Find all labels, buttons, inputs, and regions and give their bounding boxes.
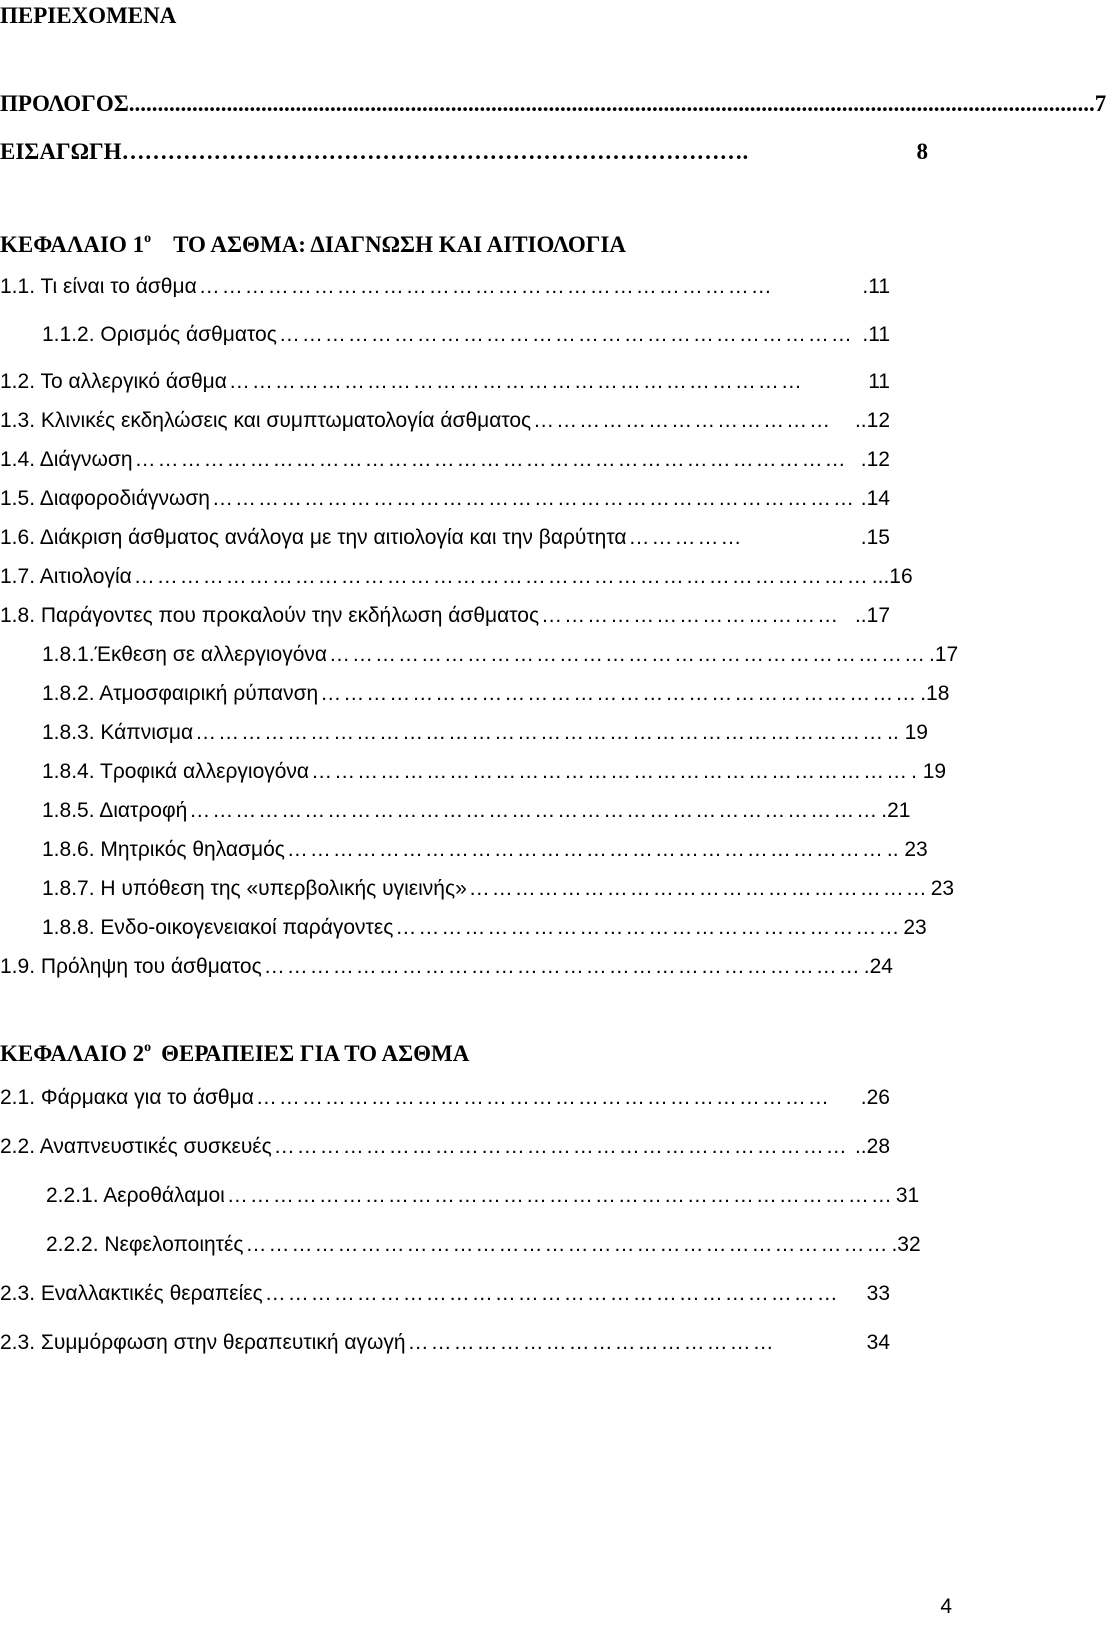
toc-entry — [0, 367, 890, 397]
toc-entry-page: .26 — [860, 1086, 890, 1109]
toc-entry — [42, 320, 890, 350]
toc-entry-leader: ………………………………………………………………… — [198, 275, 774, 298]
toc-entry-page: ..12 — [854, 409, 890, 432]
toc-entry-label: 1.8.5. Διατροφή — [42, 799, 188, 822]
toc-entry-label: 2.3. Εναλλακτικές θεραπείες — [0, 1282, 263, 1305]
toc-entry-leader: ………………………………………………………………… — [273, 1135, 849, 1158]
toc-entry — [0, 562, 913, 592]
toc-entry — [42, 835, 928, 865]
toc-entry — [42, 640, 959, 670]
toc-entry-page: .21 — [881, 799, 911, 822]
toc-entry-label: 1.6. Διάκριση άσθματος ανάλογα με την αιτιολογία και την βαρύτητα — [0, 526, 627, 549]
toc-entry-page: 23 — [903, 916, 927, 939]
toc-entry-label: 2.2.1. Αεροθάλαμοι — [46, 1184, 225, 1207]
toc-entry-leader: ………………………………………………………………………………… — [134, 448, 848, 471]
toc-entry-label: 2.2.2. Νεφελοποιητές — [46, 1233, 244, 1256]
toc-entry-page: .24 — [863, 955, 893, 978]
toc-entry-label: 1.8.1.Έκθεση σε αλλεργιογόνα — [42, 643, 328, 666]
toc-entry-label: 1.9. Πρόληψη του άσθματος — [0, 955, 262, 978]
chapter-heading — [0, 1037, 469, 1071]
toc-entry-page: .32 — [891, 1233, 921, 1256]
chapter-heading — [0, 228, 626, 262]
toc-entry-leader: …………………………………………………………………… — [263, 955, 862, 978]
toc-entry-page: .14 — [860, 487, 890, 510]
toc-entry — [0, 1132, 890, 1162]
toc-entry-label: 1.8.3. Κάπνισμα — [42, 721, 194, 744]
toc-entry-leader: ………………………………………………………… — [395, 916, 902, 939]
toc-entry-label: ΠΡΟΛΟΓΟΣ — [0, 91, 129, 116]
toc-entry-leader: …………………………………………………………………… — [320, 682, 919, 705]
toc-entry-label: 2.1. Φάρμακα για το άσθμα — [0, 1086, 254, 1109]
toc-entry — [0, 406, 890, 436]
toc-entry-page: ..17 — [854, 604, 890, 627]
toc-entry-page: .18 — [920, 682, 950, 705]
chapter-ordinal: ο — [144, 1040, 152, 1055]
chapter-prefix: ΚΕΦΑΛΑΙΟ 1 — [0, 232, 145, 257]
toc-entry — [0, 952, 893, 982]
toc-entry-label: 1.1.2. Ορισμός άσθματος — [42, 323, 277, 346]
toc-entry-page: .12 — [860, 448, 890, 471]
toc-entry-page: 31 — [895, 1184, 920, 1207]
toc-entry-leader: …………………………………………………… — [468, 877, 929, 900]
toc-title: ΠΕΡΙΕΧΟΜΕΝΑ — [0, 3, 177, 28]
toc-entry — [0, 272, 890, 302]
toc-entry-label: 1.2. Το αλλεργικό άσθμα — [0, 370, 227, 393]
toc-entry — [0, 1279, 890, 1309]
toc-front-entry — [0, 136, 928, 168]
toc-entry-page: . 19 — [911, 760, 947, 783]
toc-entry — [42, 913, 927, 943]
toc-entry — [42, 874, 955, 904]
toc-entry-leader: ……………………………………………………………………………… — [195, 721, 886, 744]
toc-entry-label: 2.3. Συμμόρφωση στην θεραπευτική αγωγή — [0, 1331, 406, 1354]
toc-entry-leader: …………………………………………………………………………………… — [133, 565, 870, 588]
toc-entry-page: 8 — [916, 139, 928, 164]
toc-entry — [42, 796, 911, 826]
toc-entry-leader: …………………………………………………………………………… — [226, 1184, 894, 1207]
chapter-ordinal: ο — [144, 231, 152, 246]
toc-entry-leader: …………………………………………………………………… — [311, 760, 910, 783]
toc-entry — [46, 1230, 921, 1260]
toc-entry-label: 2.2. Αναπνευστικές συσκευές — [0, 1135, 272, 1158]
toc-entry-label: 1.4. Διάγνωση — [0, 448, 133, 471]
toc-entry-page: 33 — [866, 1282, 890, 1305]
toc-entry-page: 11 — [868, 370, 890, 393]
toc-entry-label: 1.8.4. Τροφικά αλλεργιογόνα — [42, 760, 310, 783]
toc-entry-leader: ………………………………………………………………………. — [121, 139, 749, 164]
toc-entry-label: 1.1. Τι είναι το άσθμα — [0, 275, 197, 298]
toc-entry-label: 1.7. Αιτιολογία — [0, 565, 132, 588]
toc-entry-label: 1.8.8. Ενδο-οικογενειακοί παράγοντες — [42, 916, 394, 939]
toc-entry-leader: ………………………………………… — [407, 1331, 776, 1354]
toc-entry — [42, 718, 928, 748]
toc-entry-leader: ………………………………………………………………… — [255, 1086, 831, 1109]
toc-entry-leader: ………………………………………………………………… — [278, 323, 854, 346]
toc-entry — [0, 523, 890, 553]
chapter-prefix: ΚΕΦΑΛΑΙΟ 2 — [0, 1041, 145, 1066]
toc-entry — [0, 484, 890, 514]
toc-entry-label: 1.8.2. Ατμοσφαιρική ρύπανση — [42, 682, 319, 705]
toc-entry-leader: ………………………………………………………………… — [228, 370, 804, 393]
toc-entry — [42, 757, 947, 787]
toc-entry-label: 1.5. Διαφοροδιάγνωση — [0, 487, 210, 510]
toc-entry-page: .11 — [862, 275, 890, 298]
toc-entry-label: 1.8.7. Η υπόθεση της «υπερβολικής υγιεινής» — [42, 877, 467, 900]
toc-entry-leader: …………………………………………………………………… — [286, 838, 885, 861]
toc-entry-leader: ………………………………… — [533, 409, 833, 432]
toc-entry — [0, 445, 890, 475]
toc-entry-page: ..28 — [854, 1135, 890, 1158]
toc-entry-leader: ………………………………………………………………………… — [245, 1233, 890, 1256]
page-number: 4 — [940, 1595, 952, 1618]
toc-entry-page: 34 — [866, 1331, 890, 1354]
chapter-title: ΘΕΡΑΠΕΙΕΣ ΓΙΑ ΤΟ ΑΣΘΜΑ — [161, 1041, 470, 1066]
toc-entry-page: .. 19 — [887, 721, 928, 744]
toc-front-entry — [0, 88, 1106, 120]
toc-entry-leader: …………… — [628, 526, 744, 549]
toc-entry — [0, 601, 890, 631]
toc-entry-label: 1.3. Κλινικές εκδηλώσεις και συμπτωματολογία άσθματος — [0, 409, 532, 432]
toc-entry-label: 1.8. Παράγοντες που προκαλούν την εκδήλωση άσθματος — [0, 604, 540, 627]
toc-entry-label: 1.8.6. Μητρικός θηλασμός — [42, 838, 285, 861]
toc-entry-leader: ………………………………………………………………… — [264, 1282, 840, 1305]
toc-entry — [0, 1083, 890, 1113]
toc-entry — [46, 1181, 920, 1211]
toc-entry-page: .11 — [862, 323, 890, 346]
chapter-title: ΤΟ ΑΣΘΜΑ: ΔΙΑΓΝΩΣΗ ΚΑΙ ΑΙΤΙΟΛΟΓΙΑ — [173, 232, 626, 257]
toc-entry-leader: ……………………………………………………………………………… — [189, 799, 880, 822]
toc-entry — [42, 679, 950, 709]
toc-entry — [0, 1328, 890, 1358]
toc-entry-leader: ........................................................................................................................................................................ — [128, 91, 1095, 116]
toc-entry-page: .15 — [860, 526, 890, 549]
toc-entry-page: 23 — [930, 877, 955, 900]
toc-entry-leader: ………………………………………………………………………… — [212, 487, 856, 510]
toc-entry-page: 7 — [1094, 91, 1106, 116]
toc-entry-page: .17 — [929, 643, 959, 666]
toc-entry-label: ΕΙΣΑΓΩΓΗ — [0, 139, 122, 164]
toc-entry-page: ...16 — [871, 565, 913, 588]
toc-entry-leader: …………………………………………………………………… — [329, 643, 928, 666]
toc-entry-page: .. 23 — [886, 838, 928, 861]
toc-entry-leader: ………………………………… — [541, 604, 841, 627]
